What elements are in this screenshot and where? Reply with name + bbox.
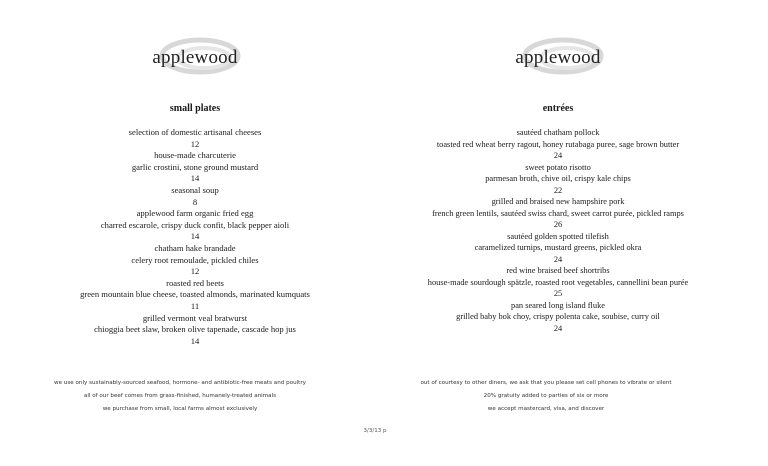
footer-line: we purchase from small, local farms almost exclusively [102,406,258,412]
menu-line: 26 [553,220,563,229]
applewood-logo [370,38,746,80]
menu-line: seasonal soup [171,184,219,195]
menu-line: grilled vermont veal bratwurst [142,312,248,323]
entrees-column [370,0,746,334]
small-plates-column [0,0,390,347]
menu-line: 14 [190,231,200,242]
footer-line: we use only sustainably-sourced seafood, hormone- and antibiotic-free meats and poultry [54,380,306,386]
menu-line: 11 [190,300,200,311]
menu-line: 12 [190,266,200,277]
footer-line: 20% gratuity added to parties of six or more [483,393,609,399]
footer-line: out of courtesy to other diners, we ask that you please set cell phones to vibrate or silent [420,380,672,386]
policy-note [388,377,704,416]
menu-items [370,127,746,334]
section-heading: small plates [169,103,221,114]
menu-line: sautéed golden spotted tilefish [507,231,609,241]
logo-text: applewood [515,47,601,68]
menu-line: 14 [190,335,200,346]
menu-line: green mountain blue cheese, toasted almonds, marinated kumquats [80,289,310,300]
menu-line: 24 [553,254,563,264]
menu-items [0,127,390,347]
menu-line: grilled and braised new hampshire pork [491,197,625,206]
applewood-logo [0,38,390,80]
menu-line: house-made sourdough spätzle, roasted root vegetables, cannellini bean purée [427,277,689,287]
section-heading: entrées [542,103,574,114]
sourcing-note [30,377,330,416]
menu-line: selection of domestic artisanal cheeses [128,127,262,137]
menu-line: 25 [553,289,563,298]
footer-line: all of our beef comes from grass-finished, humanely-treated animals [83,393,277,399]
menu-line: garlic crostini, stone ground mustard [131,161,259,172]
menu-line: pan seared long island fluke [511,300,605,310]
menu-line: parmesan broth, chive oil, crispy kale chips [485,174,631,183]
menu-line: 24 [553,151,563,160]
menu-line: chatham hake brandade [154,242,236,253]
menu-line: caramelized turnips, mustard greens, pickled okra [474,243,642,252]
menu-line: french green lentils, sautéed swiss chard, sweet carrot purée, pickled ramps [432,208,684,218]
logo-text: applewood [152,47,238,68]
menu-line: applewood farm organic fried egg [136,208,254,219]
menu-line: sweet potato risotto [525,162,591,172]
menu-line: 24 [553,323,563,333]
menu-line: chioggia beet slaw, broken olive tapenade, cascade hop jus [94,324,296,335]
menu-line: grilled baby bok choy, crispy polenta cake, soubise, curry oil [456,312,660,321]
menu-line: house-made charcuterie [154,150,236,161]
menu-line: 12 [190,138,200,149]
date-code: 3/3/13 p [363,428,387,434]
menu-line: sautéed chatham pollock [516,128,600,137]
menu-line: roasted red beets [166,277,224,288]
menu-line: celery root remoulade, pickled chiles [131,254,259,265]
menu-line: charred escarole, crispy duck confit, black pepper aioli [100,219,290,230]
menu-line: red wine braised beef shortribs [506,266,610,275]
menu-line: 8 [192,196,198,207]
menu-line: 14 [190,173,200,184]
footer-line: we accept mastercard, visa, and discover [487,406,605,412]
menu-line: 22 [553,185,563,195]
menu-line: toasted red wheat berry ragout, honey rutabaga puree, sage brown butter [436,139,680,149]
